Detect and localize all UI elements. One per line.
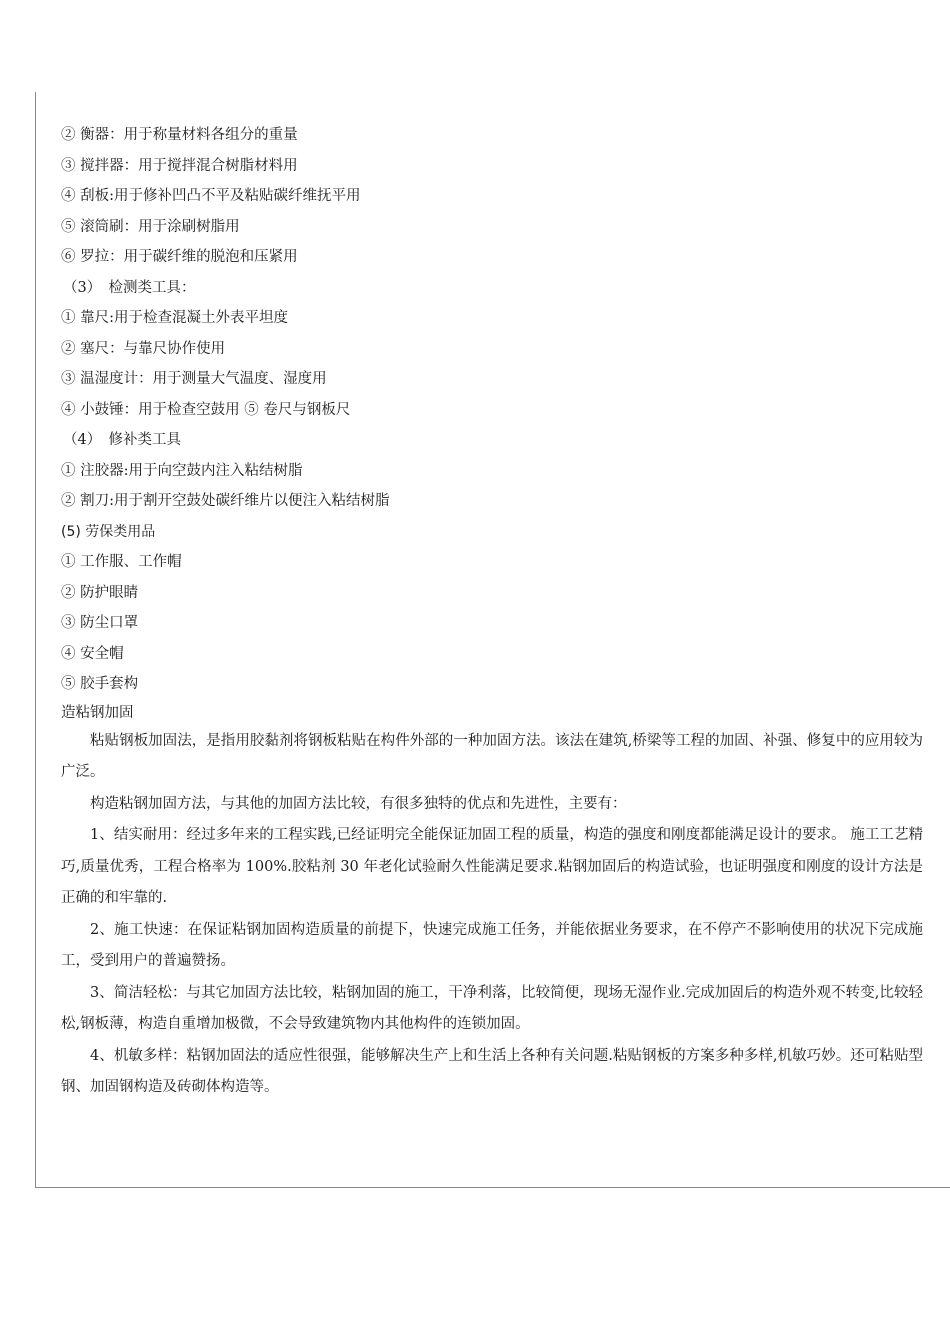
list-item: ④ 刮板:用于修补凹凸不平及粘贴碳纤维抚平用: [61, 188, 361, 204]
list-item: ② 割刀:用于割开空鼓处碳纤维片以便注入粘结树脂: [61, 493, 390, 509]
list-item: ① 工作服、工作帽: [61, 554, 182, 570]
tools-list: [61, 120, 923, 700]
list-item: ② 衡器：用于称量材料各组分的重量: [61, 127, 298, 143]
list-item: ③ 搅拌器：用于搅拌混合树脂材料用: [61, 157, 298, 174]
list-item: ⑥ 罗拉：用于碳纤维的脱泡和压紧用: [61, 249, 298, 265]
list-item: ② 塞尺：与靠尺协作使用: [61, 340, 226, 357]
paragraph: 1、结实耐用：经过多年来的工程实践,已经证明完全能保证加固工程的质量，构造的强度和刚度都能满足设计的要求。 施工工艺精巧,质量优秀，工程合格率为 100%.胶粘剂 30 年老化试验耐久性能满足要求.粘钢加固后的构造试验，也证明强度和刚度的设计方法是正确的和牢靠的.: [61, 827, 923, 906]
paragraph: 构造粘钢加固方法，与其他的加固方法比较，有很多独特的优点和先进性，主要有：: [90, 795, 627, 812]
list-item: ⑤ 胶手套构: [61, 676, 139, 692]
paragraph: 2、施工快速：在保证粘钢加固构造质量的前提下，快速完成施工任务，并能依据业务要求，在不停产不影响使用的状况下完成施工，受到用户的普遍赞扬。: [61, 921, 923, 969]
list-item: ③ 温湿度计：用于测量大气温度、湿度用: [61, 371, 327, 387]
list-item: ④ 小鼓锤：用于检查空鼓用 ⑤ 卷尺与钢板尺: [61, 401, 351, 418]
list-item: ① 注胶器:用于向空鼓内注入粘结树脂: [61, 462, 303, 479]
list-item: ② 防护眼睛: [61, 584, 139, 601]
paragraph: 4、机敏多样：粘钢加固法的适应性很强，能够解决生产上和生活上各种有关问题.粘贴钢板的方案多种多样,机敏巧妙。还可粘贴型钢、加固钢构造及砖砌体构造等。: [61, 1047, 923, 1095]
list-item: ③ 防尘口罩: [61, 615, 139, 631]
list-item: ⑤ 滚筒刷：用于涂刷树脂用: [61, 218, 240, 235]
document-body: [61, 120, 923, 1104]
section-title: 造粘钢加固: [61, 704, 134, 721]
section-heading: （3） 检测类工具：: [63, 279, 196, 296]
list-item: ① 靠尺:用于检查混凝土外表平坦度: [61, 310, 288, 326]
section-heading: (5) 劳保类用品: [61, 523, 156, 540]
section-heading: （4） 修补类工具: [63, 432, 181, 448]
list-item: ④ 安全帽: [61, 645, 124, 662]
paragraph: 粘贴钢板加固法，是指用胶黏剂将钢板粘贴在构件外部的一种加固方法。该法在建筑,桥梁等工程的加固、补强、修复中的应用较为广泛。: [61, 732, 923, 780]
paragraph: 3、简洁轻松：与其它加固方法比较，粘钢加固的施工，干净利落，比较简便，现场无湿作业.完成加固后的构造外观不转变,比较轻松,钢板薄，构造自重增加极微，不会导致建筑物内其他构件的连锁加固。: [61, 984, 923, 1032]
